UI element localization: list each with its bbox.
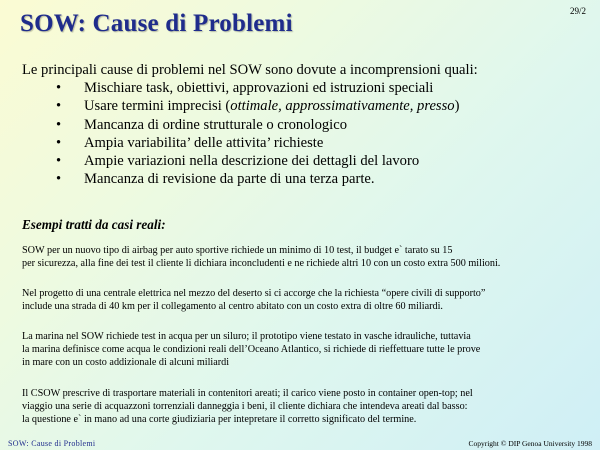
example-paragraph-containers: [22, 387, 473, 427]
bullet-icon: •: [56, 153, 62, 170]
cause-list: [0, 79, 459, 189]
cause-text-suffix: ): [454, 98, 460, 115]
example-line: include una strada di 40 km per il collegamento al centro abitato con un costo extra di oltre 60 miliardi.: [22, 301, 443, 313]
example-paragraph-navy: [22, 330, 480, 370]
example-line: La marina nel SOW richiede test in acqua per un siluro; il prototipo viene testato in vasche idrauliche, tuttavia: [22, 331, 471, 342]
example-line: Il CSOW prescrive di trasportare materiali in contenitori areati; il carico viene posto in container open-top; nel: [22, 388, 473, 399]
cause-item: [0, 97, 459, 115]
footer-title: SOW: Cause di Problemi: [8, 439, 96, 448]
example-paragraph-airbag: [22, 244, 500, 270]
slide-title: SOW: Cause di Problemi: [20, 10, 293, 37]
example-line: la questione e` in mano ad una corte giudiziaria per intepretare il corretto significato del termine.: [22, 414, 417, 426]
example-line: la marina definisce come acqua le condizioni reali dell’Oceano Atlantico, si richiede di rieffettuare tutte le prove: [22, 344, 481, 356]
cause-item: [0, 170, 459, 188]
examples-heading: Esempi tratti da casi reali:: [22, 217, 166, 232]
example-paragraph-power-plant: [22, 287, 485, 313]
example-line: Nel progetto di una centrale elettrica nel mezzo del deserto si ci accorge che la richiesta “opere civili di supporto”: [22, 288, 486, 299]
footer-copyright: Copyright © DIP Genoa University 1998: [468, 439, 592, 448]
cause-text: Mischiare task, obiettivi, approvazioni ed istruzioni speciali: [84, 80, 434, 96]
cause-text-emphasis: ottimale, approssimativamente, presso: [230, 98, 455, 115]
cause-text: Ampia variabilita’ delle attivita’ richieste: [84, 134, 324, 151]
cause-item: [0, 116, 459, 134]
cause-text: Mancanza di revisione da parte di una terza parte.: [84, 171, 375, 188]
example-line: in mare con un costo addizionale di alcuni miliardi: [22, 357, 230, 369]
cause-item: [0, 79, 459, 97]
cause-item: [0, 152, 459, 170]
cause-text: Mancanza di ordine strutturale o cronologico: [84, 116, 348, 133]
bullet-icon: •: [56, 80, 62, 96]
intro-text: Le principali cause di problemi nel SOW sono dovute a incomprensioni quali:: [22, 62, 478, 78]
bullet-icon: •: [56, 134, 62, 151]
bullet-icon: •: [56, 98, 62, 115]
bullet-icon: •: [56, 171, 62, 188]
example-line: SOW per un nuovo tipo di airbag per auto sportive richiede un minimo di 10 test, il budget e` tarato su 15: [22, 245, 453, 256]
bullet-icon: •: [56, 116, 62, 133]
example-line: viaggio una serie di acquazzoni torrenziali danneggia i beni, il cliente dichiara che intendeva areati dal basso:: [22, 401, 468, 413]
page-number: 29/2: [569, 6, 586, 16]
cause-item: [0, 134, 459, 152]
example-line: per sicurezza, alla fine dei test il cliente li dichiara inconcludenti e ne richiede altri 10 con un costo extra 500 milioni.: [22, 258, 501, 270]
cause-text: Ampie variazioni nella descrizione dei dettagli del lavoro: [84, 153, 420, 170]
cause-text-prefix: Usare termini imprecisi (: [84, 98, 231, 115]
